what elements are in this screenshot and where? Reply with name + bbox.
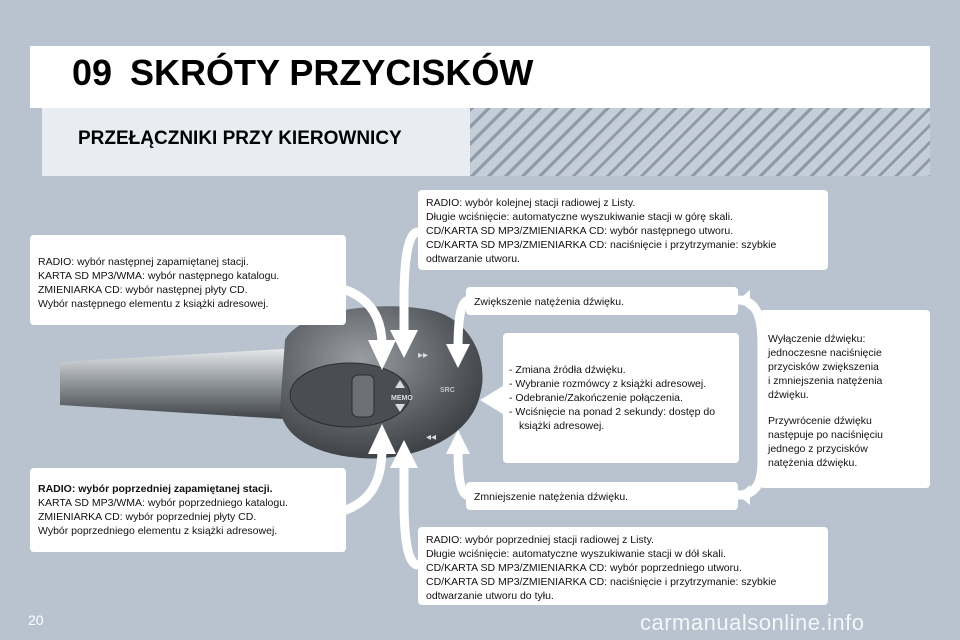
callout-line: jednoczesne naciśnięcie [768, 347, 882, 359]
callout-line: KARTA SD MP3/WMA: wybór poprzedniego katalogu. [38, 497, 288, 509]
callout-line: natężenia dźwięku. [768, 457, 858, 469]
callout-volume-down: Zmniejszenie natężenia dźwięku. [466, 482, 738, 510]
list-item: - Odebranie/Zakończenie połączenia. [509, 392, 683, 404]
list-item: - Wciśnięcie na ponad 2 sekundy: dostęp do książki adresowej. [509, 406, 716, 432]
callout-line: Przywrócenie dźwięku [768, 415, 872, 427]
page-number: 20 [28, 612, 44, 628]
callout-prev-station [418, 527, 828, 605]
src-label: SRC [440, 387, 455, 394]
callout-next-station [418, 190, 828, 270]
callout-line: Wybór poprzedniego elementu z książki adresowej. [38, 525, 278, 537]
callout-line: RADIO: wybór następnej zapamiętanej stacji. [38, 256, 249, 268]
callout-line: Wybór następnego elementu z książki adresowej. [38, 298, 269, 310]
prev-track-icon: ◂◂ [426, 432, 437, 443]
callout-line: dźwięku. [768, 389, 809, 401]
callout-line: przycisków zwiększenia [768, 361, 879, 373]
callout-line: CD/KARTA SD MP3/ZMIENIARKA CD: naciśnięcie i przytrzymanie: szybkie [426, 239, 777, 251]
callout-line: ZMIENIARKA CD: wybór poprzedniej płyty CD. [38, 511, 257, 523]
page-title: SKRÓTY PRZYCISKÓW [130, 52, 534, 93]
next-track-icon: ▸▸ [418, 350, 429, 361]
callout-line: następuje po naciśnięciu [768, 429, 883, 441]
callout-line: i zmniejszenia natężenia [768, 375, 883, 387]
callout-line: CD/KARTA SD MP3/ZMIENIARKA CD: naciśnięcie i przytrzymanie: szybkie [426, 576, 777, 588]
volume-wheel [352, 375, 374, 417]
callout-line: KARTA SD MP3/WMA: wybór następnego katalogu. [38, 270, 280, 282]
callout-mute [760, 310, 930, 488]
callout-line: RADIO: wybór poprzedniej zapamiętanej stacji. [38, 483, 273, 495]
stalk-shaft [60, 348, 300, 420]
callout-line: jednego z przycisków [768, 443, 868, 455]
list-item: - Wybranie rozmówcy z książki adresowej. [509, 378, 707, 390]
section-subtitle: PRZEŁĄCZNIKI PRZY KIEROWNICY [78, 128, 402, 149]
source-list [509, 363, 733, 433]
callout-line: odtwarzanie utworu do tyłu. [426, 590, 554, 602]
callout-line: Długie wciśnięcie: automatyczne wyszukiwanie stacji w górę skali. [426, 211, 733, 223]
watermark: carmanualsonline.info [640, 610, 865, 635]
callout-line: CD/KARTA SD MP3/ZMIENIARKA CD: wybór następnego utworu. [426, 225, 734, 237]
callout-volume-up: Zwiększenie natężenia dźwięku. [466, 287, 738, 315]
callout-line: RADIO: wybór poprzedniej stacji radiowej z Listy. [426, 534, 654, 546]
callout-prev-preset [30, 468, 346, 552]
list-item: - Zmiana źródła dźwięku. [509, 364, 626, 376]
chapter-number: 09 [72, 52, 113, 93]
callout-line: odtwarzanie utworu. [426, 253, 520, 265]
callout-line: Długie wciśnięcie: automatyczne wyszukiwanie stacji w dół skali. [426, 548, 726, 560]
callout-line: Wyłączenie dźwięku: [768, 333, 866, 345]
callout-source [503, 333, 739, 463]
memo-label: MEMO [391, 395, 413, 402]
callout-line: ZMIENIARKA CD: wybór następnej płyty CD. [38, 284, 248, 296]
callout-next-preset [30, 235, 346, 325]
callout-line: CD/KARTA SD MP3/ZMIENIARKA CD: wybór poprzedniego utworu. [426, 562, 742, 574]
callout-line: RADIO: wybór kolejnej stacji radiowej z Listy. [426, 197, 636, 209]
